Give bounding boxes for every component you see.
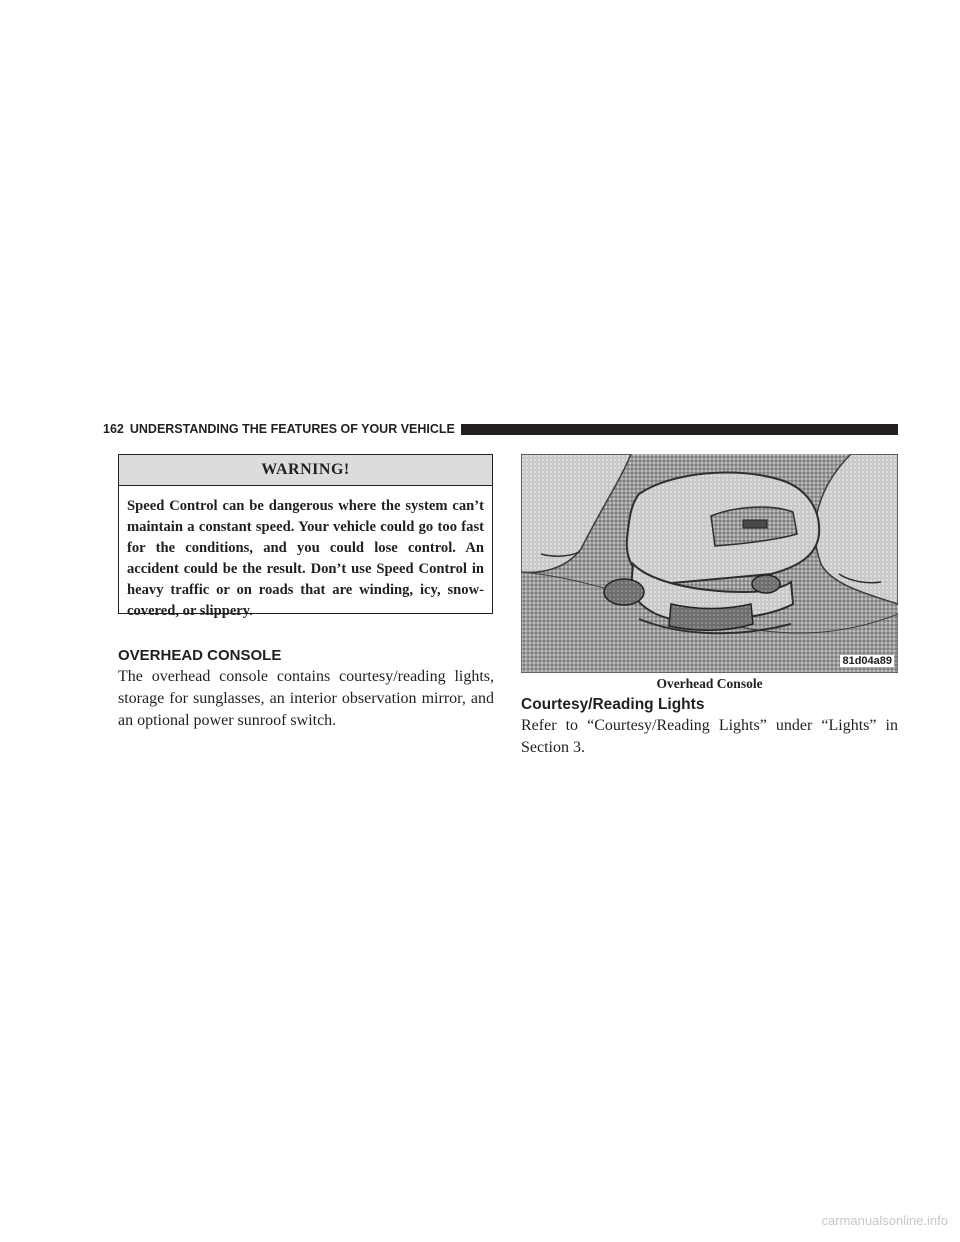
warning-text: Speed Control can be dangerous where the system can’t maintain a constant speed. Your vehicle could go too fast for the conditions, and you could lose control. An accident could be the result. Don’t use Speed Control in heavy traffic or on roads that are winding, icy, snow-covered, or slippery.	[127, 498, 484, 619]
section-title: UNDERSTANDING THE FEATURES OF YOUR VEHICLE	[129, 422, 455, 436]
page-number: 162	[103, 422, 124, 436]
figure-id-label: 81d04a89	[842, 655, 892, 667]
courtesy-lights-text: Refer to “Courtesy/Reading Lights” under “Lights” in Section 3.	[521, 717, 898, 756]
overhead-console-illustration	[521, 454, 898, 673]
watermark: carmanualsonline.info	[821, 1213, 948, 1228]
page-header	[103, 421, 898, 437]
console-drawing	[521, 454, 898, 673]
warning-title: WARNING!	[119, 455, 492, 486]
figure-caption: Overhead Console	[656, 676, 763, 691]
overhead-console-heading: OVERHEAD CONSOLE	[118, 647, 282, 664]
header-rule	[461, 424, 898, 435]
overhead-console-text: The overhead console contains courtesy/reading lights, storage for sunglasses, an interior observation mirror, and an optional power sunroof switch.	[118, 668, 494, 729]
courtesy-lights-heading: Courtesy/Reading Lights	[521, 696, 705, 713]
warning-box	[118, 454, 493, 619]
